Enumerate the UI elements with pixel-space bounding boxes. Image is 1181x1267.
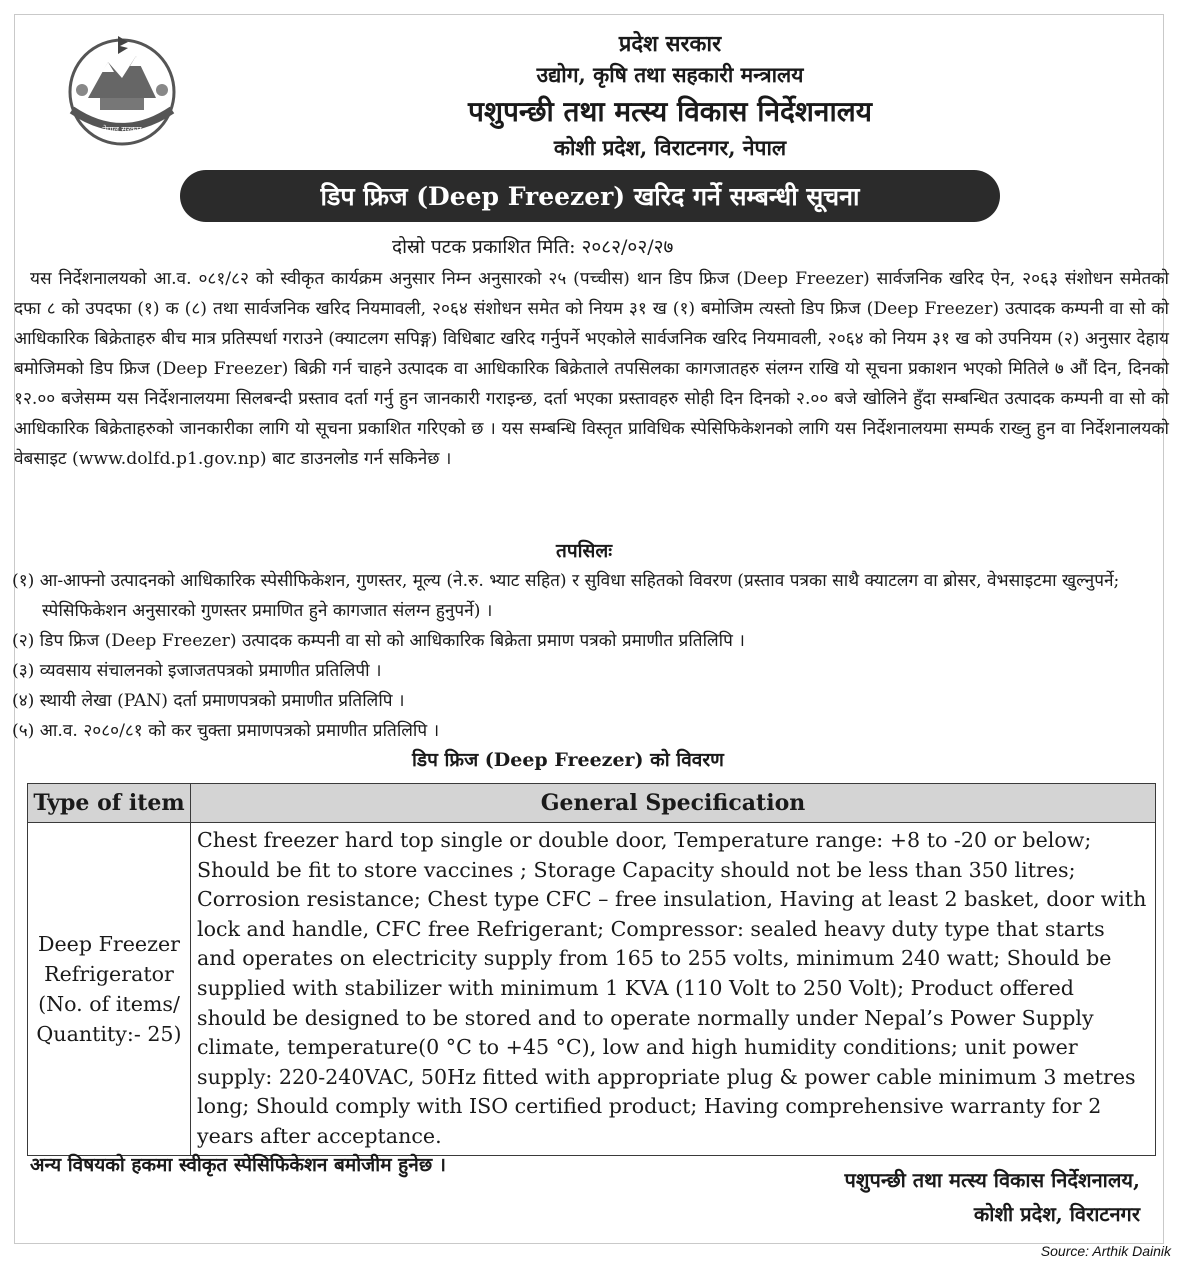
item-type-cell: Deep Freezer Refrigerator (No. of items/ Quantity:- 25) xyxy=(28,823,191,1156)
header-line-directorate: पशुपन्छी तथा मत्स्य विकास निर्देशनालय xyxy=(468,95,872,128)
schedule-list xyxy=(12,566,1172,746)
signature-line-directorate: पशुपन्छी तथा मत्स्य विकास निर्देशनालय, xyxy=(844,1168,1140,1192)
nepal-government-emblem-icon xyxy=(52,32,192,148)
emblem-lettering: नेपाल सरकार xyxy=(102,125,142,134)
column-header-type: Type of item xyxy=(28,784,191,823)
table-row xyxy=(28,823,1156,1156)
column-header-specification: General Specification xyxy=(191,784,1156,823)
specification-table xyxy=(27,783,1156,1156)
source-credit: Source: Arthik Dainik xyxy=(1040,1243,1171,1259)
footnote: अन्य विषयको हकमा स्वीकृत स्पेसिफिकेशन बमोजीम हुनेछ । xyxy=(30,1154,446,1176)
header-line-location: कोशी प्रदेश, विराटनगर, नेपाल xyxy=(553,135,787,160)
schedule-title: तपसिलः xyxy=(556,540,613,562)
specification-cell: Chest freezer hard top single or double door, Temperature range: +8 to -20 or below; Should be fit to store vaccines ; Storage Capacity should not be less than 350 litres; Corrosion resistance; Chest type CFC – free insulation, Having at least 2 basket, door with lock and handle, CFC free Refrigerant; Compressor: sealed heavy duty type that starts and operates on electricity supply from 165 to 255 volts, minimum 240 watt; Should be supplied with stabilizer with minimum 1 KVA (110 Volt to 250 Volt); Product offered should be designed to be stored and to operate normally under Nepal’s Power Supply climate, temperature(0 °C to +45 °C), low and high humidity conditions; unit power supply: 220-240VAC, 50Hz fitted with appropriate plug & power cable minimum 3 metres long; Should comply with ISO certified product; Having comprehensive warranty for 2 years after acceptance. xyxy=(191,823,1156,1156)
schedule-item: (५) आ.व. २०८०/८१ को कर चुक्ता प्रमाणपत्रको प्रमाणीत प्रतिलिपि । xyxy=(12,721,440,741)
publication-date: दोस्रो पटक प्रकाशित मिति: २०८२/०२/२७ xyxy=(392,236,674,258)
header-line-province-government: प्रदेश सरकार xyxy=(618,31,722,57)
notice-title-banner xyxy=(180,170,1000,222)
table-header-row xyxy=(28,784,1156,823)
signature-line-location: कोशी प्रदेश, विराटनगर xyxy=(973,1202,1140,1226)
notice-body-paragraph: यस निर्देशनालयको आ.व. ०८१/८२ को स्वीकृत कार्यक्रम अनुसार निम्न अनुसारको २५ (पच्चीस) थान डिप फ्रिज (Deep Freezer) सार्वजनिक खरिद ऐन, २०६३ संशोधन समेतको दफा ८ को उपदफा (१) क (८) तथा सार्वजनिक खरिद नियमावली, २०६४ संशोधन समेत को नियम ३१ ख (१) बमोजिम त्यस्तो डिप फ्रिज (Deep Freezer) उत्पादक कम्पनी वा सो को आधिकारिक बिक्रेताहरु बीच मात्र प्रतिस्पर्धा गराउने (क्याटलग सपिङ्ग) विधिबाट खरिद गर्नुपर्ने भएकोले सार्वजनिक खरिद नियमावली, २०६४ को नियम ३१ ख को उपनियम (२) अनुसार देहाय बमोजिमको डिप फ्रिज (Deep Freezer) बिक्री गर्न चाहने उत्पादक वा आधिकारिक बिक्रेताले तपसिलका कागजातहरु संलग्न राखि यो सूचना प्रकाशन भएको मितिले ७ औं दिन, दिनको १२.०० बजेसम्म यस निर्देशनालयमा सिलबन्दी प्रस्ताव दर्ता गर्नु हुन जानकारी गराइन्छ, दर्ता भएका प्रस्तावहरु सोही दिन दिनको २.०० बजे खोलिने हुँदा सम्बन्धित उत्पादक कम्पनी वा सो को आधिकारिक बिक्रेताहरुको जानकारीका लागि यो सूचना प्रकाशित गरिएको छ । यस सम्बन्धि विस्तृत प्राविधिक स्पेसिफिकेशनको लागि यस निर्देशनालयमा सम्पर्क राख्नु हुन वा निर्देशनालयको वेबसाइट (www.dolfd.p1.gov.np) बाट डाउनलोड गर्न सकिनेछ । xyxy=(14,269,1169,469)
specification-table-title: डिप फ्रिज (Deep Freezer) को विवरण xyxy=(412,749,724,771)
schedule-item: (३) व्यवसाय संचालनको इजाजतपत्रको प्रमाणीत प्रतिलिपी । xyxy=(12,661,382,681)
header-line-ministry: उद्योग, कृषि तथा सहकारी मन्त्रालय xyxy=(536,62,804,87)
signature-block xyxy=(690,1163,1140,1231)
schedule-item: (४) स्थायी लेखा (PAN) दर्ता प्रमाणपत्रको प्रमाणीत प्रतिलिपि । xyxy=(12,691,405,711)
schedule-item: (१) आ-आफ्नो उत्पादनको आधिकारिक स्पेसीफिकेशन, गुणस्तर, मूल्य (ने.रु. भ्याट सहित) र सुविधा सहितको विवरण (प्रस्ताव पत्रका साथै क्याटलग वा ब्रोसर, वेभसाइटमा खुल्नुपर्ने; स्पेसिफिकेशन अनुसारको गुणस्तर प्रमाणित हुने कागजात संलग्न हुनुपर्ने) । xyxy=(12,571,1120,621)
notice-title: डिप फ्रिज (Deep Freezer) खरिद गर्ने सम्बन्धी सूचना xyxy=(320,182,860,211)
schedule-item: (२) डिप फ्रिज (Deep Freezer) उत्पादक कम्पनी वा सो को आधिकारिक बिक्रेता प्रमाण पत्रको प्रमाणीत प्रतिलिपि । xyxy=(12,631,745,651)
